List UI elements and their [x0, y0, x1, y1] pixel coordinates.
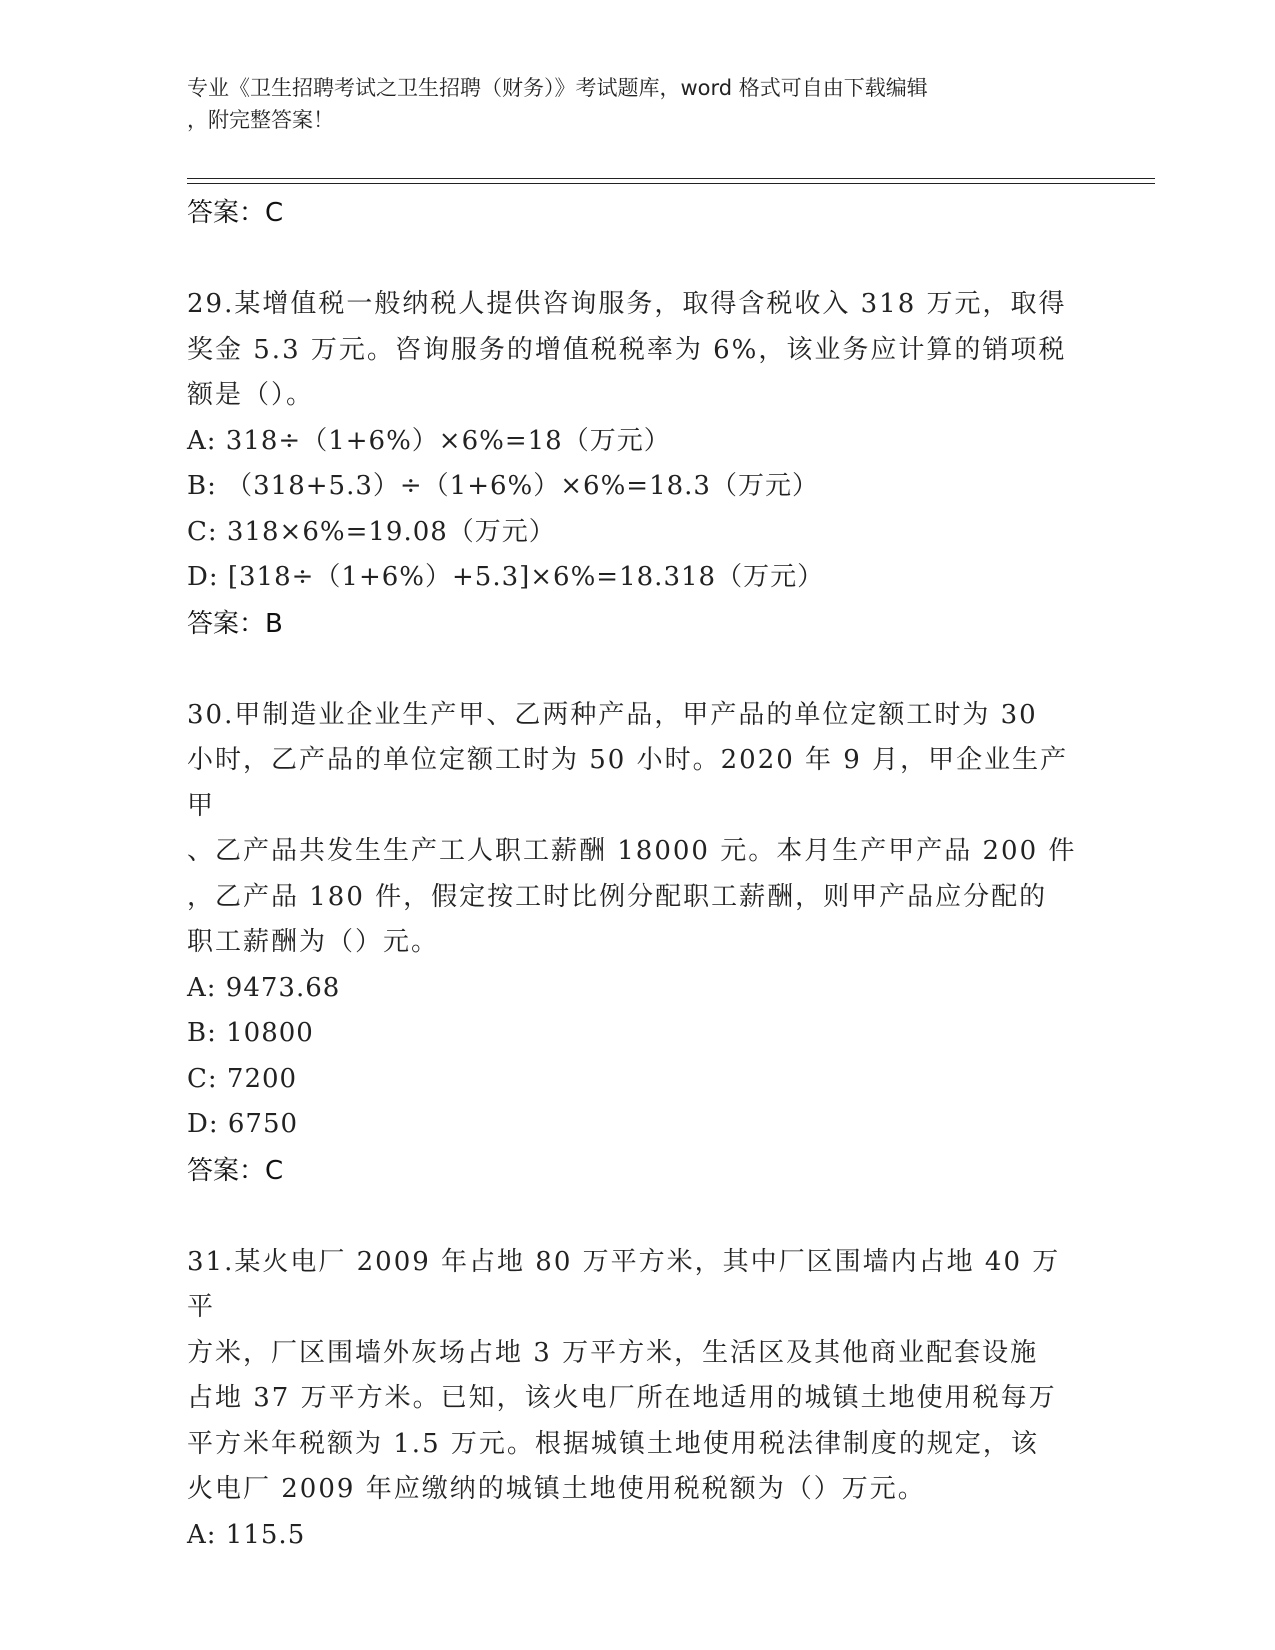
- question-29: [187, 282, 1087, 647]
- option-a: A: 9473.68: [187, 972, 341, 1003]
- header-divider-bottom: [187, 183, 1155, 184]
- question-text-line: ，乙产品 180 件，假定按工时比例分配职工薪酬，则甲产品应分配的: [187, 881, 1048, 912]
- header-line-1: 专业《卫生招聘考试之卫生招聘（财务）》考试题库，word 格式可自由下载编辑: [187, 76, 928, 100]
- question-text: [187, 1240, 1087, 1513]
- question-text-line: 平方米年税额为 1.5 万元。根据城镇土地使用税法律制度的规定，该: [187, 1428, 1039, 1459]
- answer-label: 答案：B: [187, 608, 283, 639]
- option-a: A: 318÷（1+6%）×6%=18（万元）: [187, 425, 671, 456]
- question-30: [187, 693, 1087, 1194]
- option-a: A: 115.5: [187, 1519, 306, 1550]
- question-text-line: 方米，厂区围墙外灰场占地 3 万平方米，生活区及其他商业配套设施: [187, 1337, 1039, 1368]
- question-text-line: 29.某增值税一般纳税人提供咨询服务，取得含税收入 318 万元，取得: [187, 289, 1067, 319]
- option-b: B: 10800: [187, 1018, 314, 1048]
- question-text: [187, 282, 1087, 419]
- question-text-line: 31.某火电厂 2009 年占地 80 万平方米，其中厂区围墙内占地 40 万平: [187, 1246, 1061, 1322]
- option-b: B: （318+5.3）÷（1+6%）×6%=18.3（万元）: [187, 471, 819, 501]
- question-text-line: 小时，乙产品的单位定额工时为 50 小时。2020 年 9 月，甲企业生产甲: [187, 745, 1069, 821]
- question-31: [187, 1240, 1087, 1559]
- document-header: [187, 72, 1087, 136]
- question-text-line: 占地 37 万平方米。已知，该火电厂所在地适用的城镇土地使用税每万: [187, 1383, 1057, 1413]
- answer-label: 答案：C: [187, 1155, 284, 1186]
- option-d: D: 6750: [187, 1109, 299, 1139]
- option-c: C: 318×6%=19.08（万元）: [187, 516, 556, 547]
- answer-label: 答案：C: [187, 198, 284, 228]
- question-text-line: 30.甲制造业企业生产甲、乙两种产品，甲产品的单位定额工时为 30: [187, 699, 1038, 730]
- question-list: [187, 190, 1087, 1558]
- question-text: [187, 693, 1087, 966]
- question-text-line: 火电厂 2009 年应缴纳的城镇土地使用税税额为（）万元。: [187, 1474, 926, 1504]
- question-text-line: 奖金 5.3 万元。咨询服务的增值税税率为 6%，该业务应计算的销项税: [187, 334, 1067, 365]
- header-line-2: ，附完整答案！: [187, 108, 334, 132]
- question-text-line: 职工薪酬为（）元。: [187, 927, 440, 957]
- question-text-line: 、乙产品共发生生产工人职工薪酬 18000 元。本月生产甲产品 200 件: [187, 836, 1077, 866]
- option-d: D: [318÷（1+6%）+5.3]×6%=18.318（万元）: [187, 562, 825, 592]
- header-divider-top: [187, 178, 1155, 179]
- question-text-line: 额是（）。: [187, 380, 315, 410]
- option-c: C: 7200: [187, 1063, 298, 1094]
